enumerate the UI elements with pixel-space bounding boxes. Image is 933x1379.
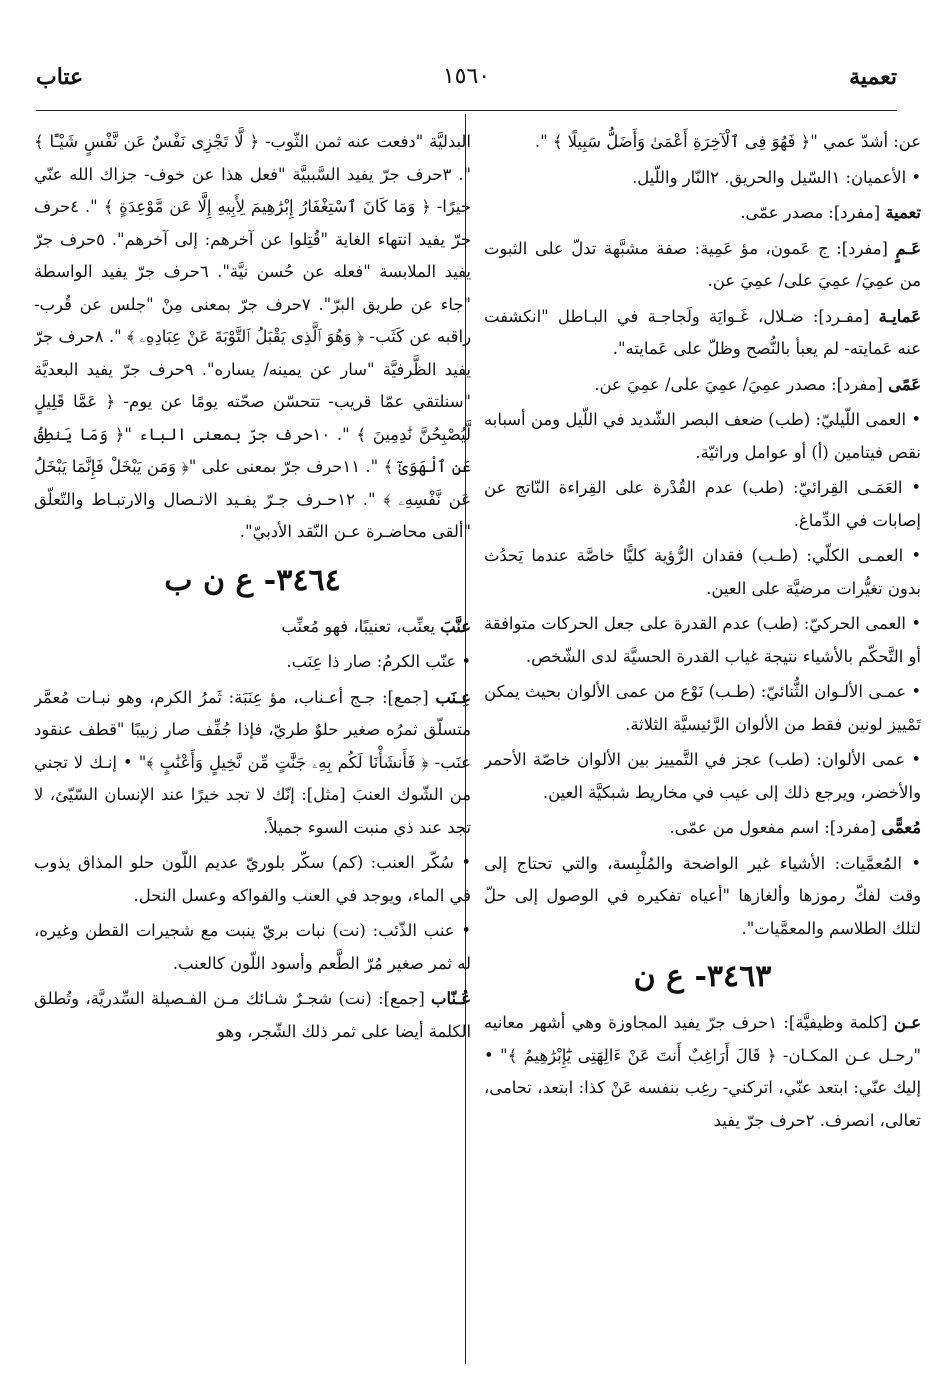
entry-text: البدليَّة "دفعت عنه ثمن الثّوب- ﴿ لَّا تَجْزِى نَفْسٌ عَن نَّفْسٍ شَيْـًٔا ﴾ ". ٣حرف جرّ يفيد السَّببيَّة "فعل هذا عن خوف- جزاك الله عنّي خيرًا- ﴿ وَمَا كَانَ ٱسْتِغْفَارُ إِبْرَٰهِيمَ لِأَبِيهِ إِلَّا عَن مَّوْعِدَةٍ ﴾ ". ٤حرف جرّ يفيد انتهاء الغاية "قُتِلوا عن آخرهم: إلى آخرهم". ٥حرف جرّ يفيد الملابسة "فعله عن حُسن نيَّة". ٦حرف جرّ يفيد الواسطة "جاء عن طريق البرّ". ٧حرف جرّ بمعنى مِنْ "جلس عن قُرب- راقبه عن كَثَب- ﴿ وَهُوَ ٱلَّذِى يَقْبَلُ ٱلتَّوْبَةَ عَنْ عِبَادِهِۦ ﴾ ". ٨حرف جرّ يفيد الظَّرفيَّة "سار عن يمينه/ يساره". ٩حرف جرّ يفيد البعديَّة "سنلتقي عمّا قريب- تتحسّن صحّته يومًا عن يوم- ﴿ عَمَّا قَلِيلٍ لَّيُصْبِحُنَّ نَٰدِمِينَ ﴾ ". ١٠حرف جرّ بمعنى الباء "﴿ وَمَا يَنطِقُ عَنِ ٱلْهَوَىٰٓ ﴾ ". ١١حرف جرّ بمعنى على "﴿ وَمَن يَبْخَلْ فَإِنَّمَا يَبْخَلُ عَن نَّفْسِهِۦ ﴾ ". ١٢حـرف جـرّ يفـيد الاتـصال والارتبـاط والتّعلّق "ألقى محاضـرة عـن النّقد الأدبيّ".	[34, 132, 471, 541]
entry-text: • سُكّر العنب: (كم) سكّر بلوريّ عديم اللّون حلو المذاق يذوب في الماء، ويوجد في العنب والفواكه وعسل النحل.	[34, 853, 471, 905]
entry-paragraph	[34, 915, 471, 980]
entry-paragraph	[484, 126, 921, 159]
entry-headword: عَـمٍ	[895, 238, 921, 258]
entry-text: • المُعمَّيات: الأشياء غير الواضحة والمُلْبِسة، والتي تحتاج إلى وقت لفكّ رموزها وألغازها "أعياه تفكيره في الوصول إلى حلّ لتلك الطلاسم والمعمَّيات".	[484, 853, 921, 938]
entry-text: • عنب الذّئب: (نت) نبات بريّ ينبت مع شجيرات القطن وغيره، له ثمر صغير مُرّ الطَّعم وأسود اللّون كالعنب.	[34, 921, 471, 973]
header-right-word: تعمية	[849, 64, 897, 90]
entry-text: يعنِّب، تعنيبًا، فهو مُعنِّب	[281, 616, 441, 636]
entry-text: • العمى الحركيّ: (طب) عدم القدرة على جعل الحركات متوافقة أو التَّحكّم بالأشياء نتيجة غياب القدرة الحسيَّة لدى الشّخص.	[484, 614, 921, 666]
header-left-word: عتاب	[36, 64, 84, 90]
entry-paragraph	[484, 301, 921, 366]
left-column	[34, 126, 471, 1358]
entry-text: [كلمة وظيفيَّة]: ١حرف جرّ يفيد المجاوزة وهي أشهر معانيه "رحـل عـن المكـان- ﴿ قَالَ أَرَاغِبٌ أَنتَ عَنْ ءَالِهَتِى يَٰٓإِبْرَٰهِيمُ ﴾" • إليك عنّي: ابتعد عنّي، اتركني- رغِب بنفسه عَنْ كذا: ابتعد، تحامى، تعالى، انصرف. ٢حرف جرّ يفيد	[484, 1013, 921, 1130]
entry-text: • عمـى الألـوان الثُّنائيّ: (طـب) نَوْع من عمى الألوان بحيث يمكن تَمْييز لونين فقط من الألوان الرَّئيسيَّة الثلاثة.	[484, 682, 921, 734]
entry-headword: مُعمًّى	[881, 818, 921, 837]
page-number: ١٥٦٠	[442, 64, 491, 89]
entry-text: • العمـى الكلّي: (طـب) فقدان الرُّؤية كليًّا خاصَّة عندما يَحدُث بدون تغيُّرات مرضيَّة على العين.	[484, 546, 921, 598]
entry-text: [مفـرد]: ضـلال، غَـوايَة ولَجاجـة في البـاطل "انكشفت عنه عَمايته- لم يعبأ بالنُّصح وظلّ على عَمايته".	[484, 306, 921, 358]
entry-text: [مفرد]: اسم مفعول من عمّى.	[669, 818, 882, 837]
entry-paragraph	[484, 608, 921, 673]
entry-headword: عَمايـة	[878, 306, 921, 326]
entry-headword: عِـنَب	[435, 687, 471, 707]
entry-paragraph	[484, 233, 921, 298]
entry-paragraph	[484, 404, 921, 469]
entry-text: • العَمَـى القِرائيّ: (طب) عدم القُدْرة على القِراءة النّاتج عن إصابات في الدِّماغ.	[484, 478, 921, 530]
entry-text: • الأعميان: ١السّيل والحريق. ٢النّار واللّيل.	[632, 167, 921, 187]
entry-text: • عمى الألوان: (طب) عجز في التَّمييز بين الألوان خاصّة الأحمر والأخضر، ويرجع ذلك إلى عيب في مخاريط شبكيَّة العين.	[484, 750, 921, 802]
entry-paragraph	[484, 472, 921, 537]
right-column	[484, 126, 921, 1358]
entry-paragraph	[34, 847, 471, 912]
entry-paragraph	[484, 848, 921, 946]
section-heading: ٣٤٦٣- ع ن	[633, 959, 772, 994]
entry-text: [جمع]: (نت) شجـرٌ شـائك مـن الفـصيلة السِّدريَّة، وتُطلق الكلمة أيضا على ثمر ذلك الشّجر، وهو	[34, 989, 471, 1041]
entry-text: • العمى اللّيليّ: (طب) ضعف البصر الشّديد في اللّيل ومن أسبابه نقص فيتامين (أ) أو عوامل وراثيّة.	[484, 410, 921, 462]
entry-text: [مفرد]: مصدر عمّى.	[740, 203, 886, 222]
header-rule	[36, 110, 897, 111]
entry-headword: عـن	[893, 1013, 921, 1032]
section-heading: ٣٤٦٤- ع ن ب	[164, 562, 341, 598]
entry-paragraph	[484, 812, 921, 845]
entry-headword: عَمًى	[888, 374, 921, 394]
entry-paragraph	[484, 540, 921, 605]
entry-paragraph	[34, 126, 471, 549]
entry-paragraph	[484, 197, 921, 230]
entry-paragraph	[484, 162, 921, 195]
entry-text: [مفرد]: ج عَمون، مؤ عَمِية: صفة مشبَّهة تدلّ على الثبوت من عمِيَ/ عمِيَ على/ عمِيَ عن.	[484, 238, 921, 290]
entry-paragraph	[34, 611, 471, 644]
entry-paragraph	[34, 646, 471, 679]
entry-headword: تعمية	[885, 203, 921, 222]
entry-paragraph	[484, 676, 921, 741]
entry-headword: عُـنّاب	[431, 989, 471, 1008]
entry-paragraph	[34, 983, 471, 1048]
entry-text: [جمع]: جـج أعـناب، مؤ عِنَبَة: ثَمرُ الكرم، وهو نبـات مُعمَّر متسلّق ثمرُه صغير حلوٌ طريّ، فإذا جُفِّف صار زبيبًا "قطف عنقود عنَب- ﴿ فَأَنشَأْنَا لَكُم بِهِۦ جَنَّٰتٍ مِّن نَّخِيلٍ وَأَعْنَٰبٍ ﴾" • إنـك لا تجني من الشّوك العنبَ [مثل]: إنّك لا تجد خيرًا عند الإنسان السّيّئ، لا تجد عند ذي منبت السوء جميلاً.	[34, 687, 471, 837]
entry-text: • عنّب الكرمُ: صار ذا عِنَب.	[286, 652, 471, 671]
entry-text: [مفرد]: مصدر عمِيَ/ عمِيَ على/ عمِيَ عن.	[594, 374, 889, 394]
entry-paragraph	[484, 1007, 921, 1137]
running-head	[36, 58, 897, 98]
entry-paragraph	[34, 682, 471, 845]
entry-text: عن: أشدّ عمي "﴿ فَهُوَ فِى ٱلْآخِرَةِ أَعْمَىٰ وَأَضَلُّ سَبِيلًا ﴾ ".	[534, 132, 921, 151]
entry-paragraph	[484, 369, 921, 402]
entry-paragraph	[484, 744, 921, 809]
entry-headword: عنَّبَ	[440, 616, 471, 636]
